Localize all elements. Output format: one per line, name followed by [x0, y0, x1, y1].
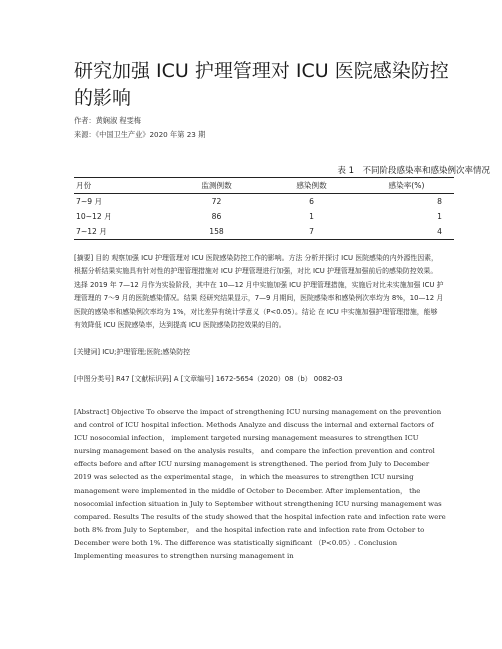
infection-table [74, 177, 454, 240]
cell-rate: 1 [437, 212, 442, 221]
cell-month: 7~12 月 [74, 224, 169, 240]
article-authors: 作者：黄娴淑 程雯梅 [74, 116, 141, 125]
cell-infected: 1 [309, 212, 314, 221]
table-row [74, 194, 454, 210]
cell-infected: 7 [264, 224, 359, 240]
article-source: 来源：《中国卫生产业》2020 年第 23 期 [74, 130, 206, 139]
article-title: 研究加强 ICU 护理管理对 ICU 医院感染防控的影响 [74, 60, 449, 109]
cell-monitored: 86 [211, 212, 222, 221]
table-row [74, 209, 454, 224]
cell-monitored: 158 [169, 224, 264, 240]
header-rate: 感染率(%) [359, 178, 454, 194]
header-infected: 感染例数 [264, 178, 359, 194]
cell-month: 10~12 月 [76, 212, 112, 221]
table-header-row [74, 178, 454, 194]
table-caption: 表 1 不同阶段感染率和感染例次率情况 [337, 166, 490, 176]
header-month: 月份 [74, 178, 169, 194]
cell-rate: 4 [359, 224, 454, 240]
cell-month: 7~9 月 [76, 197, 103, 206]
table-row [74, 224, 454, 240]
keywords: [关键词] ICU;护理管理;医院;感染防控 [74, 348, 190, 356]
abstract-chinese: [摘要] 目的 观察加强 ICU 护理管理对 ICU 医院感染防控工作的影响。方法 分析并探讨 ICU 医院感染的内外源性因素，根据分析结果实施具有针对性的护理管理措施对 ICU 护理管理进行加强，对比 ICU 护理管理加强前后的感染防控效果。选择 2019 年 7—12 月作为实验阶段，其中在 10—12 月中实施加强 ICU 护理管理措施，实施后对比未实施加强 ICU 护理管理的 7～9 月的医院感染情况。结果 经研究结果显示，7—9 月期间，医院感染率和感染例次率均为 8%，10—12 月医院的感染率和感染例次率均为 1%，对比差异有统计学意义（P<0.05）。结论 在 ICU 中实施加强护理管理措施，能够有效降低 ICU 医院感染率，达到提高 ICU 医院感染防控效果的目的。 [74, 254, 444, 330]
cell-infected: 6 [309, 197, 314, 206]
header-monitored: 监测例数 [169, 178, 264, 194]
cell-monitored: 72 [211, 197, 222, 206]
abstract-english: [Abstract] Objective To observe the impact of strengthening ICU nursing management on the prevention and control of ICU hospital infection. Methods Analyze and discuss the internal and external factors of ICU nosocomial infection， implement targeted nursing management measures to strengthen ICU nursing management based on the analysis results， and compare the infection prevention and control effects before and after ICU nursing management is strengthened. The period from July to December 2019 was selected as the experimental stage， in which the measures to strengthen ICU nursing management were implemented in the middle of October to December. After implementation， the nosocomial infection situation in July to September without strengthening ICU nursing management was compared. Results The results of the study showed that the hospital infection rate and infection rate were both 8% from July to September， and the hospital infection rate and infection rate from October to December were both 1%. The difference was statistically significant （P<0.05）. Conclusion Implementing measures to strengthen nursing management in [74, 408, 446, 561]
cell-rate: 8 [437, 197, 442, 206]
classification-numbers: [中图分类号] R47 [文献标识码] A [文章编号] 1672-5654（2020）08（b） 0082-03 [74, 375, 343, 383]
